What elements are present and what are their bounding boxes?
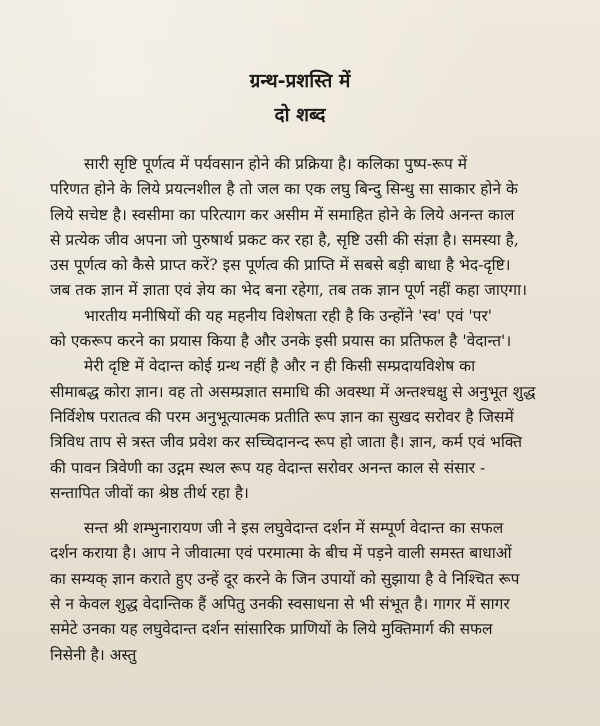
text-line: निसेनी है। अस्तु <box>50 645 137 664</box>
text-line: सन्त श्री शम्भुनारायण जी ने इस लघुवेदान्त दर्शन में सम्पूर्ण वेदान्त का सफल <box>84 519 504 538</box>
heading-line-1: ग्रन्थ-प्रशस्ति में <box>249 70 351 92</box>
text-line: जब तक ज्ञान में ज्ञाता एवं ज्ञेय का भेद बना रहेगा, तब तक ज्ञान पूर्ण नहीं कहा जाएगा। <box>50 281 528 300</box>
page-heading <box>0 64 600 132</box>
text-line: सारी सृष्टि पूर्णत्व में पर्यवसान होने की प्रक्रिया है। कलिका पुष्प-रूप में <box>84 155 468 173</box>
text-line: की पावन त्रिवेणी का उद्गम स्थल रूप यह वेदान्त सरोवर अनन्त काल से संसार - <box>50 458 486 477</box>
paragraph-3 <box>50 354 586 506</box>
paragraph-2 <box>50 304 586 355</box>
paragraph-gap <box>50 506 586 516</box>
text-line: का सम्यक् ज्ञान कराते हुए उन्हें दूर करने के जिन उपायों को सुझाया है वे निश्चित रूप <box>50 569 520 588</box>
text-line: सीमाबद्ध कोरा ज्ञान। वह तो असम्प्रज्ञात समाधि की अवस्था में अन्तश्चक्षु से अनुभूत शुद्ध <box>50 382 536 401</box>
text-line: समेटे उनका यह लघुवेदान्त दर्शन सांसारिक प्राणियों के लिये मुक्तिमार्ग की सफल <box>50 620 493 639</box>
text-line: परिणत होने के लिये प्रयत्नशील है तो जल का एक लघु बिन्दु सिन्धु सा साकार होने के <box>50 180 518 199</box>
text-line: से न केवल शुद्ध वेदान्तिक हैं अपितु उनकी स्वसाधना से भी संभूत है। गागर में सागर <box>50 595 510 614</box>
text-line: लिये सचेष्ट है। स्वसीमा का परित्याग कर असीम में समाहित होने के लिये अनन्त काल <box>50 205 515 224</box>
body-text <box>50 152 586 668</box>
text-line: मेरी दृष्टि में वेदान्त कोई ग्रन्थ नहीं है और न ही किसी सम्प्रदायविशेष का <box>84 357 476 376</box>
text-line: निर्विशेष परातत्व की परम अनुभूत्यात्मक प्रतीति रूप ज्ञान का सुखद सरोवर है जिसमें <box>50 407 514 426</box>
paragraph-4 <box>50 516 586 668</box>
text-line: से प्रत्येक जीव अपना जो पुरुषार्थ प्रकट कर रहा है, सृष्टि उसी की संज्ञा है। समस्या है, <box>50 230 519 249</box>
text-line: त्रिविध ताप से त्रस्त जीव प्रवेश कर सच्चिदानन्द रूप हो जाता है। ज्ञान, कर्म एवं भक्ति <box>50 433 523 452</box>
text-line: दर्शन कराया है। आप ने जीवात्मा एवं परमात्मा के बीच में पड़ने वाली समस्त बाधाओं <box>50 544 512 563</box>
text-line: भारतीय मनीषियों की यह महनीय विशेषता रही है कि उन्होंने 'स्व' एवं 'पर' <box>84 306 493 325</box>
paragraph-1 <box>50 152 586 304</box>
heading-line-2: दो शब्द <box>274 104 326 126</box>
text-line: को एकरूप करने का प्रयास किया है और उनके इसी प्रयास का प्रतिफल है 'वेदान्त'। <box>50 332 512 351</box>
text-line: सन्तापित जीवों का श्रेष्ठ तीर्थ रहा है। <box>50 483 249 502</box>
text-line: उस पूर्णत्व को कैसे प्राप्त करें? इस पूर्णत्व की प्राप्ति में सबसे बड़ी बाधा है भेद-दृष्टि। <box>50 256 511 275</box>
